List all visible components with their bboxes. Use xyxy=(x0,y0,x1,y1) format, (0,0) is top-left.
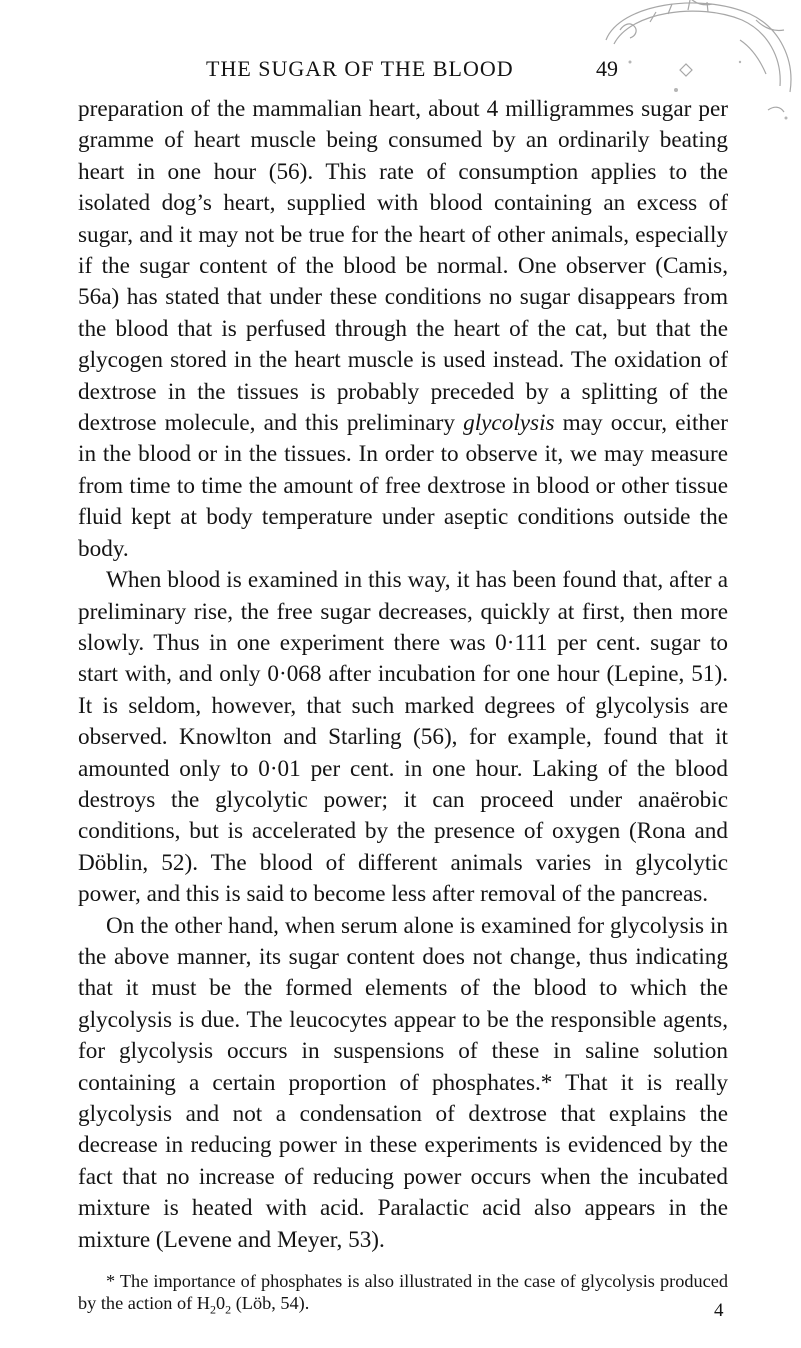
paragraph xyxy=(78,94,728,565)
body-text xyxy=(78,94,728,1317)
signature-mark: 4 xyxy=(714,1300,724,1321)
paragraph: On the other hand, when serum alone is examined for glycolysis in the above manner, its sugar content does not change, thus indicating that it must be the formed elements of the blood to which the glycolysis is due. The leucocytes appear to be the responsible agents, for glycolysis occurs in suspensions of these in saline solution containing a certain proportion of phosphates.* That it is really glycolysis and not a condensation of dextrose that explains the decrease in reducing power in these experiments is evidenced by the fact that no increase of reducing power occurs when the incubated mixture is heated with acid. Paralactic acid also appears in the mixture (Levene and Meyer, 53). xyxy=(78,912,728,1253)
footnote-subscript: 2 xyxy=(210,1302,216,1317)
footnote-subscript: 2 xyxy=(225,1302,232,1317)
footnote-text: (Löb, 54). xyxy=(231,1293,310,1314)
paragraph: When blood is examined in this way, it has been found that, after a preliminary rise, the free sugar decreases, quickly at first, then more slowly. Thus in one experiment there was 0·111 per cent. sugar to start with, and only 0·068 after incubation for one hour (Lepine, 51). It is seldom, however, that such marked degrees of glycolysis are observed. Knowlton and Starling (56), for example, found that it amounted only to 0·01 per cent. in one hour. Laking of the blood destroys the glycolytic power; it can proceed under anaërobic conditions, but is accelerated by the presence of oxygen (Rona and Döblin, 52). The blood of different animals varies in glycolytic power, and this is said to become less after removal of the pancreas. xyxy=(78,567,728,908)
paragraph-text: may occur, either in the blood or in the tissues. In order to observe it, we may measure from time to time the amount of free dextrose in blood or other tissue fluid kept at body temperature under aseptic conditions outside the body. xyxy=(78,410,728,562)
page-number: 49 xyxy=(596,56,618,81)
footnote xyxy=(78,1270,728,1317)
emphasis-term: glycolysis xyxy=(463,410,555,437)
footnote-text: * The importance of phosphates is also illustrated in the case of glycolysis produced by the action of H xyxy=(78,1271,728,1314)
running-head: THE SUGAR OF THE BLOOD xyxy=(206,56,514,81)
footnote-text: 0 xyxy=(216,1293,226,1314)
paragraph-text: preparation of the mammalian heart, about 4 milligrammes sugar per gramme of heart muscle being consumed by an ordinarily beating heart in one hour (56). This rate of consumption applies to the isolated dog’s heart, supplied with blood containing an excess of sugar, and it may not be true for the heart of other animals, especially if the sugar content of the blood be normal. One observer (Camis, 56a) has stated that under these conditions no sugar disappears from the blood that is perfused through the heart of the cat, but that the glycogen stored in the heart muscle is used instead. The oxidation of dextrose in the tissues is probably preceded by a splitting of the dextrose molecule, and this preliminary xyxy=(78,96,728,437)
